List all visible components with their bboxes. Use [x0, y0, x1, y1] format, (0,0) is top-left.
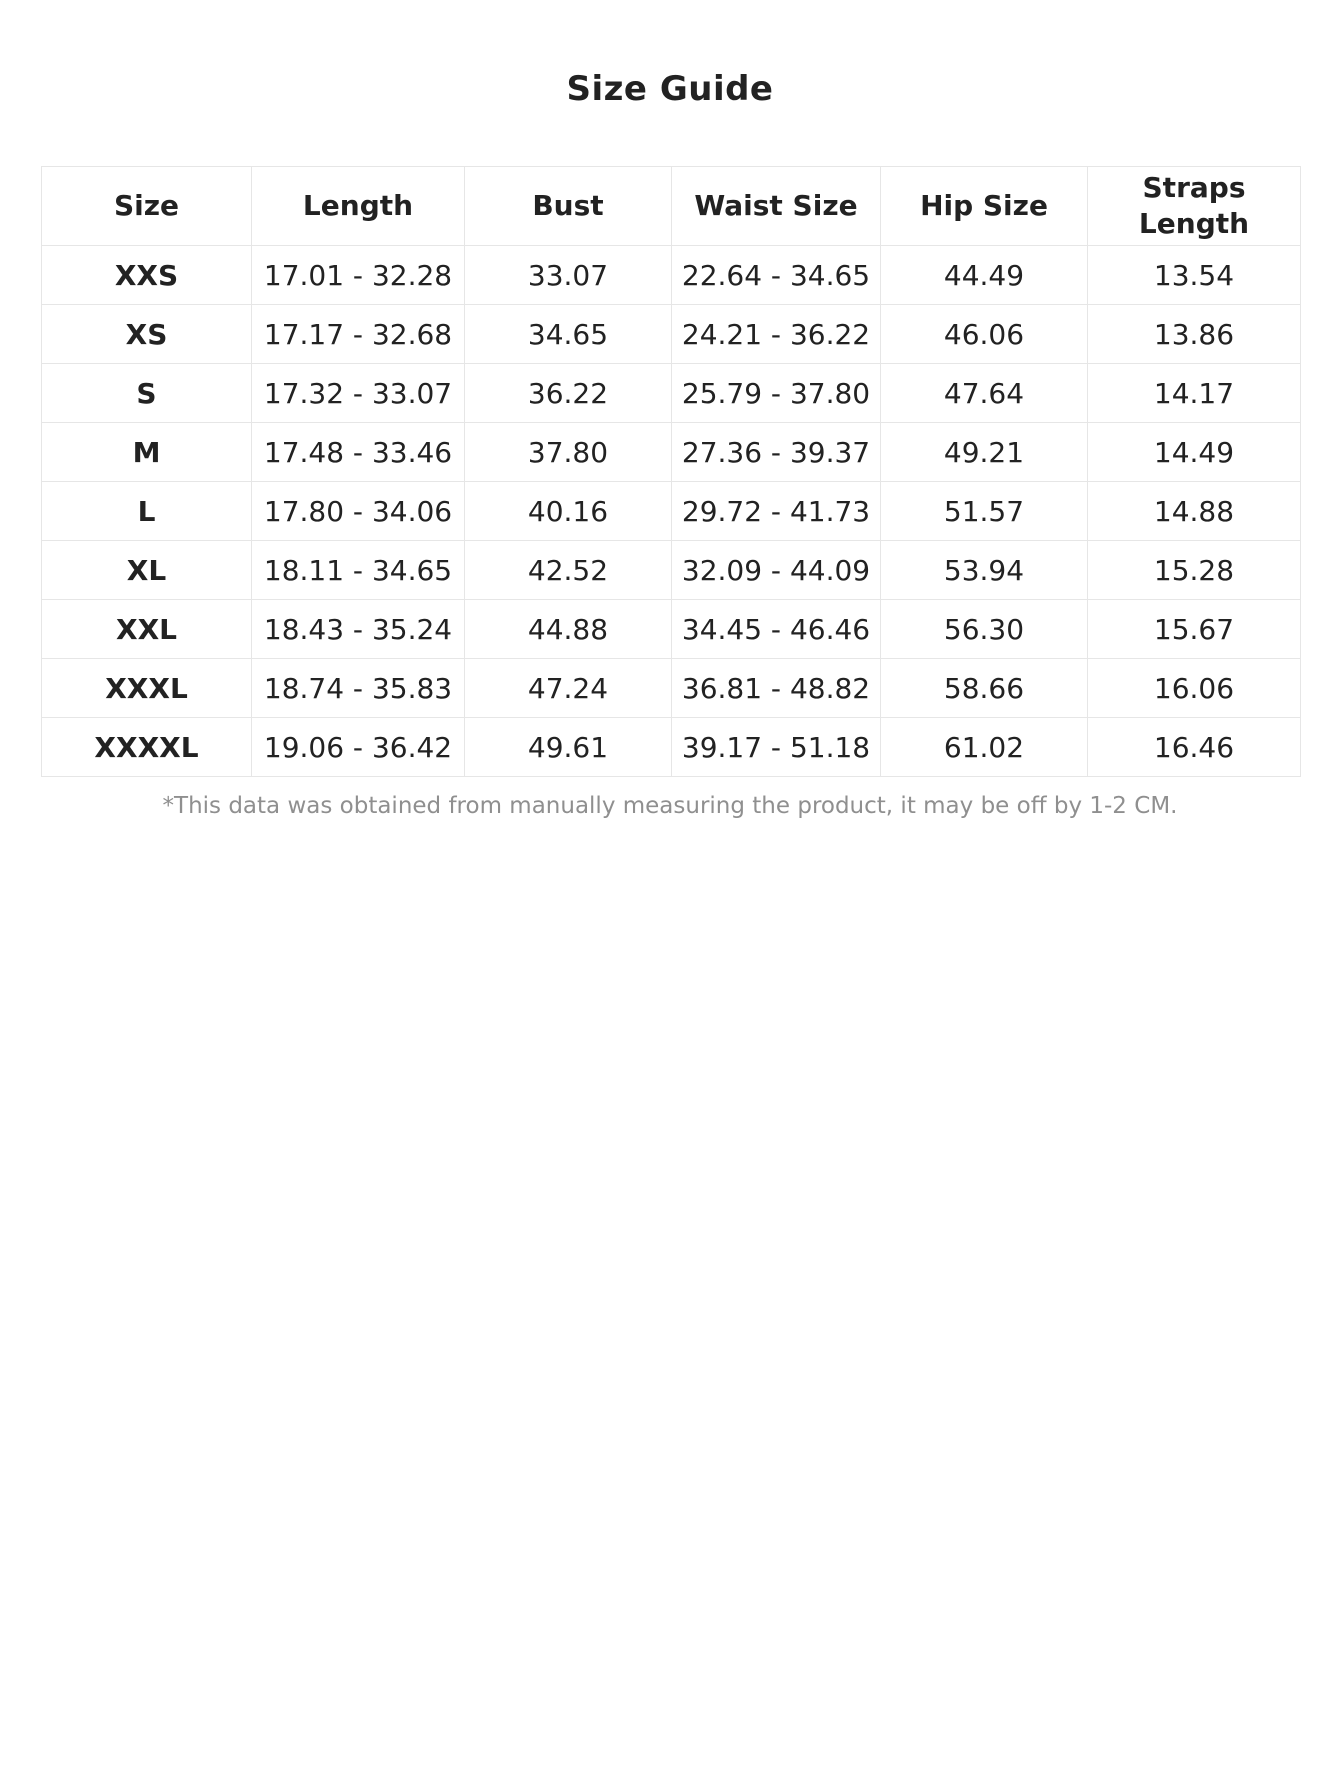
- table-row: [42, 541, 1301, 600]
- bust-cell: 37.80: [465, 423, 672, 482]
- table-row: [42, 423, 1301, 482]
- table-row: [42, 600, 1301, 659]
- bust-cell: 33.07: [465, 246, 672, 305]
- waist-size-cell: 22.64 - 34.65: [672, 246, 881, 305]
- bust-cell: 42.52: [465, 541, 672, 600]
- straps-length-cell: 13.54: [1088, 246, 1301, 305]
- size-cell: XXS: [42, 246, 252, 305]
- waist-size-cell: 39.17 - 51.18: [672, 718, 881, 777]
- size-cell: M: [42, 423, 252, 482]
- table-row: [42, 246, 1301, 305]
- length-cell: 17.17 - 32.68: [252, 305, 465, 364]
- table-row: [42, 659, 1301, 718]
- table-row: [42, 718, 1301, 777]
- table-row: [42, 305, 1301, 364]
- page-title: Size Guide: [566, 69, 774, 109]
- straps-length-cell: 15.67: [1088, 600, 1301, 659]
- hip-size-cell: 58.66: [881, 659, 1088, 718]
- table-body: [42, 246, 1301, 777]
- header-bust: Bust: [465, 167, 672, 246]
- length-cell: 18.43 - 35.24: [252, 600, 465, 659]
- waist-size-cell: 36.81 - 48.82: [672, 659, 881, 718]
- hip-size-cell: 56.30: [881, 600, 1088, 659]
- footnote: *This data was obtained from manually measuring the product, it may be off by 1-2 CM.: [162, 793, 1178, 819]
- bust-cell: 36.22: [465, 364, 672, 423]
- length-cell: 19.06 - 36.42: [252, 718, 465, 777]
- waist-size-cell: 24.21 - 36.22: [672, 305, 881, 364]
- bust-cell: 44.88: [465, 600, 672, 659]
- waist-size-cell: 29.72 - 41.73: [672, 482, 881, 541]
- table-row: [42, 364, 1301, 423]
- waist-size-cell: 34.45 - 46.46: [672, 600, 881, 659]
- length-cell: 17.32 - 33.07: [252, 364, 465, 423]
- header-size: Size: [42, 167, 252, 246]
- waist-size-cell: 32.09 - 44.09: [672, 541, 881, 600]
- bust-cell: 49.61: [465, 718, 672, 777]
- hip-size-cell: 61.02: [881, 718, 1088, 777]
- hip-size-cell: 46.06: [881, 305, 1088, 364]
- header-row: [42, 167, 1301, 246]
- straps-length-cell: 16.06: [1088, 659, 1301, 718]
- hip-size-cell: 47.64: [881, 364, 1088, 423]
- table-row: [42, 482, 1301, 541]
- length-cell: 17.01 - 32.28: [252, 246, 465, 305]
- length-cell: 18.11 - 34.65: [252, 541, 465, 600]
- straps-length-cell: 13.86: [1088, 305, 1301, 364]
- length-cell: 17.80 - 34.06: [252, 482, 465, 541]
- straps-length-cell: 14.17: [1088, 364, 1301, 423]
- header-straps-length: Straps Length: [1088, 167, 1301, 246]
- straps-length-cell: 16.46: [1088, 718, 1301, 777]
- size-guide-table: [41, 166, 1301, 777]
- bust-cell: 47.24: [465, 659, 672, 718]
- header-waist-size: Waist Size: [672, 167, 881, 246]
- header-length: Length: [252, 167, 465, 246]
- size-cell: XXL: [42, 600, 252, 659]
- length-cell: 18.74 - 35.83: [252, 659, 465, 718]
- size-cell: XXXL: [42, 659, 252, 718]
- hip-size-cell: 53.94: [881, 541, 1088, 600]
- header-hip-size: Hip Size: [881, 167, 1088, 246]
- waist-size-cell: 25.79 - 37.80: [672, 364, 881, 423]
- bust-cell: 40.16: [465, 482, 672, 541]
- straps-length-cell: 14.88: [1088, 482, 1301, 541]
- straps-length-cell: 15.28: [1088, 541, 1301, 600]
- size-cell: XS: [42, 305, 252, 364]
- bust-cell: 34.65: [465, 305, 672, 364]
- hip-size-cell: 44.49: [881, 246, 1088, 305]
- size-cell: XXXXL: [42, 718, 252, 777]
- length-cell: 17.48 - 33.46: [252, 423, 465, 482]
- size-cell: S: [42, 364, 252, 423]
- waist-size-cell: 27.36 - 39.37: [672, 423, 881, 482]
- hip-size-cell: 51.57: [881, 482, 1088, 541]
- straps-length-cell: 14.49: [1088, 423, 1301, 482]
- hip-size-cell: 49.21: [881, 423, 1088, 482]
- size-cell: XL: [42, 541, 252, 600]
- size-cell: L: [42, 482, 252, 541]
